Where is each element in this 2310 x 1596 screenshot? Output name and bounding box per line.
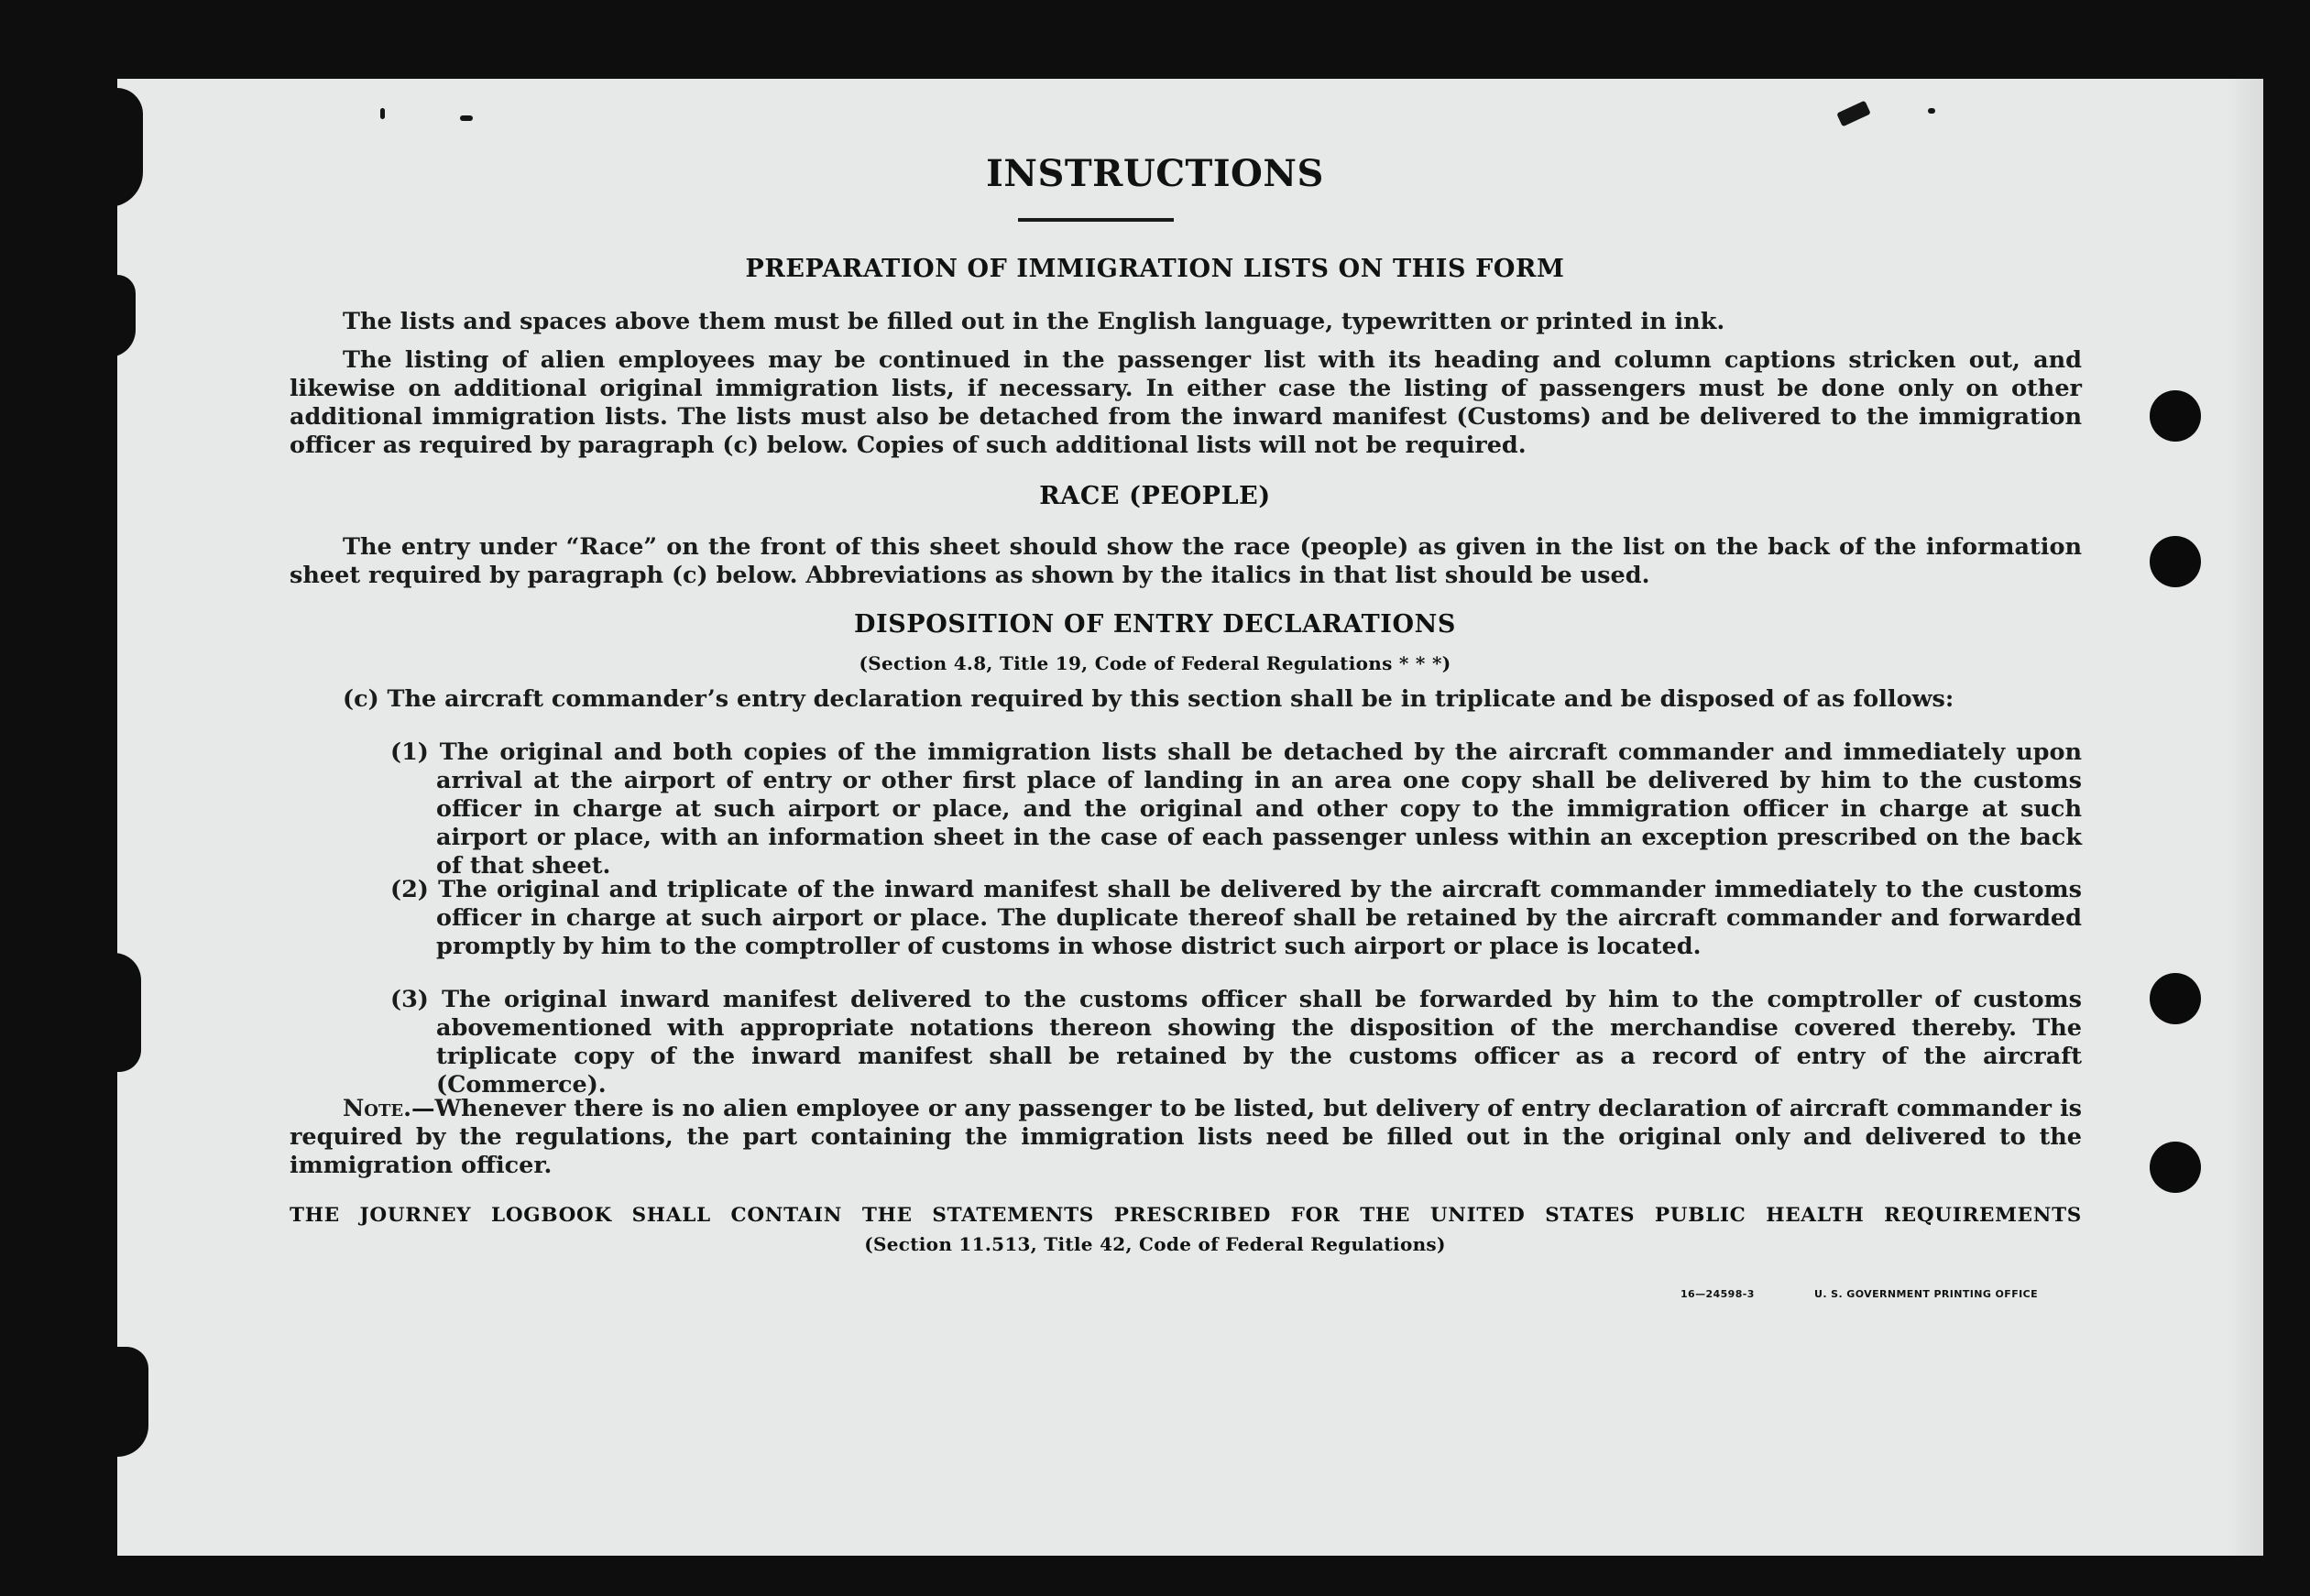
page-edge-shadow (2227, 79, 2263, 1556)
ink-speck (1928, 108, 1935, 114)
punch-hole (2150, 536, 2201, 587)
ink-speck (460, 115, 473, 121)
list-item: (3) The original inward manifest delivered to the customs officer shall be forwarded by him to the comptroller of customs abovementioned with appropriate notations thereon showing the disposition of the merchandise covered thereby. The triplicate copy of the inward manifest shall be retained by the customs officer as a record of entry of the aircraft (Commerce). (390, 986, 2082, 1099)
form-code: 16—24598-3 (1680, 1288, 1755, 1300)
paragraph: The listing of alien employees may be continued in the passenger list with its heading and column captions stricken out, and likewise on additional original immigration lists, if necessary. In either case the listing of passengers must be done only on other additional immigration lists. The lists must also be detached from the inward manifest (Customs) and be delivered to the immigration officer as required by paragraph (c) below. Copies of such additional lists will not be required. (290, 346, 2082, 459)
note-text: —Whenever there is no alien employee or any passenger to be listed, but delivery of entry declaration of aircraft commander is required by the regulations, the part containing the immigration lists need be filled out in the original only and delivered to the immigration officer. (290, 1095, 2082, 1179)
punch-hole (2150, 390, 2201, 442)
health-requirements-statement: THE JOURNEY LOGBOOK SHALL CONTAIN THE STATEMENTS PRESCRIBED FOR THE UNITED STATES PUBLIC HEALTH REQUIREMENTS (290, 1204, 2082, 1227)
paragraph: The lists and spaces above them must be filled out in the English language, typewritten or printed in ink. (343, 308, 1725, 335)
note-label: Note. (343, 1095, 411, 1122)
torn-edge (108, 953, 141, 1072)
section-heading-race: RACE (PEOPLE) (1039, 482, 1271, 510)
printer-imprint: U. S. GOVERNMENT PRINTING OFFICE (1814, 1288, 2039, 1300)
title-underline (1018, 218, 1174, 222)
list-item: (1) The original and both copies of the immigration lists shall be detached by the aircraft commander and immediately upon arrival at the airport of entry or other first place of landing in an area one copy shall be delivered by him to the customs officer in charge at such airport or place, and the original and other copy to the immigration officer in charge at such airport or place, with an information sheet in the case of each passenger unless within an exception prescribed on the back of that sheet. (390, 738, 2082, 880)
paragraph-c: (c) The aircraft commander’s entry declaration required by this section shall be in triplicate and be disposed of as follows: (343, 685, 1954, 713)
note-paragraph (290, 1095, 2082, 1180)
footer-citation: (Section 11.513, Title 42, Code of Federal Regulations) (864, 1233, 1446, 1255)
paragraph: The entry under “Race” on the front of this sheet should show the race (people) as given in the list on the back of the information sheet required by paragraph (c) below. Abbreviations as shown by the italics in that list should be used. (290, 533, 2082, 589)
ink-speck (380, 108, 385, 119)
list-item: (2) The original and triplicate of the inward manifest shall be delivered by the aircraft commander immediately to the customs officer in charge at such airport or place. The duplicate thereof shall be retained by the aircraft commander and forwarded promptly by him to the comptroller of customs in whose district such airport or place is located. (390, 876, 2082, 960)
section-heading-preparation: PREPARATION OF IMMIGRATION LISTS ON THIS FORM (745, 255, 1565, 283)
section-heading-disposition: DISPOSITION OF ENTRY DECLARATIONS (853, 610, 1457, 639)
section-citation: (Section 4.8, Title 19, Code of Federal Regulations * * *) (859, 652, 1451, 674)
page-title: INSTRUCTIONS (986, 152, 1324, 195)
torn-edge (108, 1347, 148, 1457)
punch-hole (2150, 1142, 2201, 1193)
punch-hole (2150, 973, 2201, 1024)
